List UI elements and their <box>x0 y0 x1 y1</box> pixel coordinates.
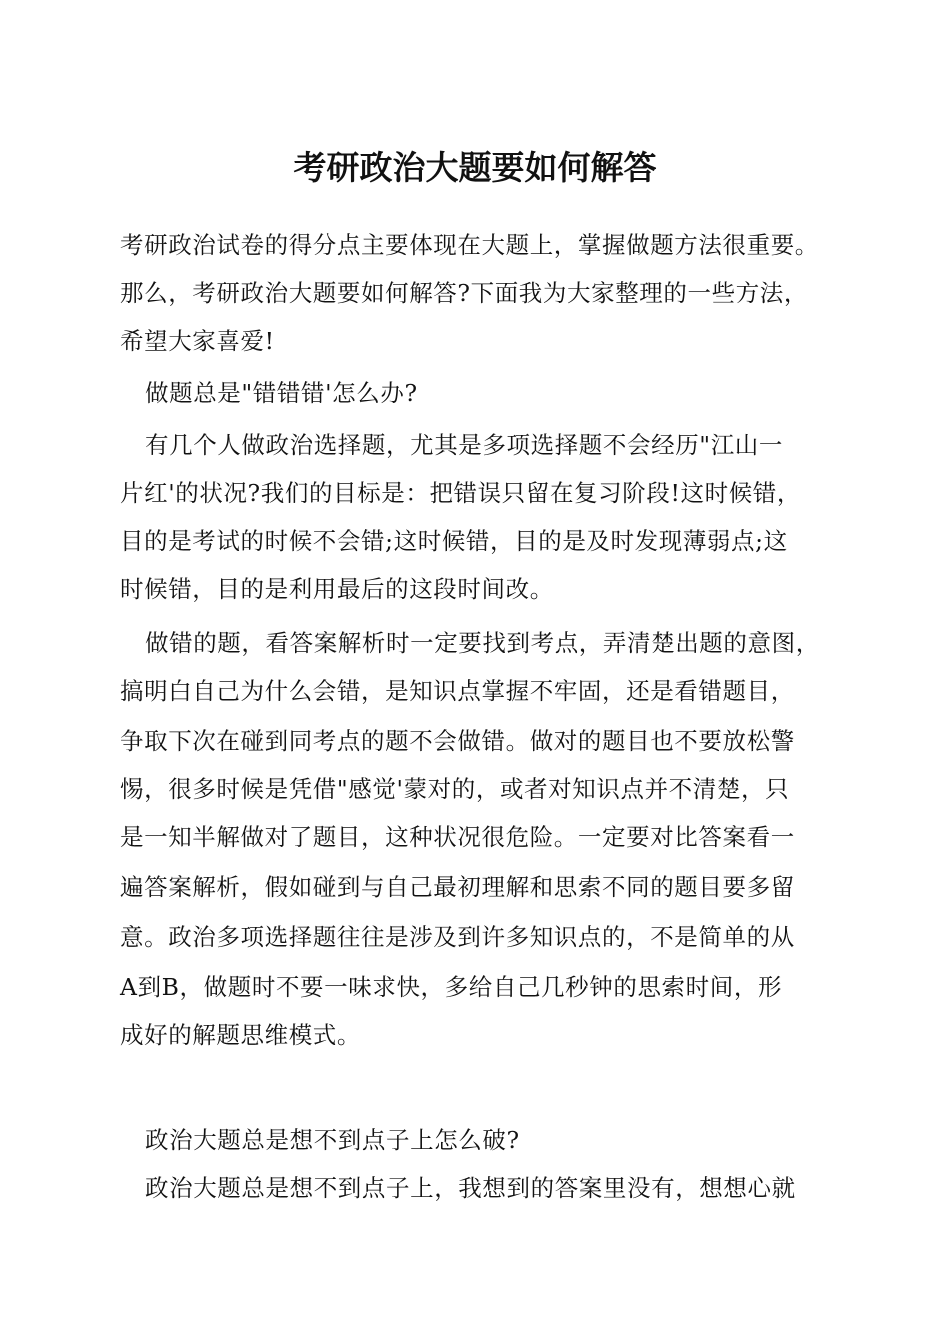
paragraph-line: 时候错，目的是利用最后的这段时间改。 <box>120 575 554 603</box>
paragraph-line: 成好的解题思维模式。 <box>120 1021 361 1049</box>
paragraph-line: 片红'的状况?我们的目标是：把错误只留在复习阶段!这时候错， <box>120 479 802 507</box>
section-heading-line: 做题总是"错错错'怎么办? <box>145 379 418 407</box>
paragraph-line: 做错的题，看答案解析时一定要找到考点，弄清楚出题的意图， <box>145 629 820 657</box>
paragraph-line: 遍答案解析，假如碰到与自己最初理解和思索不同的题目要多留 <box>120 873 795 901</box>
paragraph-line: 政治大题总是想不到点子上，我想到的答案里没有，想想心就 <box>145 1174 796 1202</box>
paragraph-line: 目的是考试的时候不会错;这时候错，目的是及时发现薄弱点;这 <box>120 527 788 555</box>
paragraph-line: 希望大家喜爱! <box>120 327 275 355</box>
section-heading-line: 政治大题总是想不到点子上怎么破? <box>145 1126 520 1154</box>
paragraph-line: 是一知半解做对了题目，这种状况很危险。一定要对比答案看一 <box>120 823 795 851</box>
paragraph-line: 搞明白自己为什么会错，是知识点掌握不牢固，还是看错题目， <box>120 677 795 705</box>
paragraph-line: 意。政治多项选择题往往是涉及到许多知识点的，不是简单的从 <box>120 923 795 951</box>
paragraph-line: 争取下次在碰到同考点的题不会做错。做对的题目也不要放松警 <box>120 727 795 755</box>
paragraph-line: 考研政治试卷的得分点主要体现在大题上，掌握做题方法很重要。 <box>120 231 819 259</box>
paragraph-line: 惕，很多时候是凭借"感觉'蒙对的，或者对知识点并不清楚，只 <box>120 775 790 803</box>
paragraph-line: 那么，考研政治大题要如何解答?下面我为大家整理的一些方法， <box>120 279 808 307</box>
document-title: 考研政治大题要如何解答 <box>293 148 657 187</box>
paragraph-line: 有几个人做政治选择题，尤其是多项选择题不会经历"江山一 <box>145 431 784 459</box>
paragraph-line: A到B，做题时不要一味求快，多给自己几秒钟的思索时间，形 <box>120 973 783 1001</box>
